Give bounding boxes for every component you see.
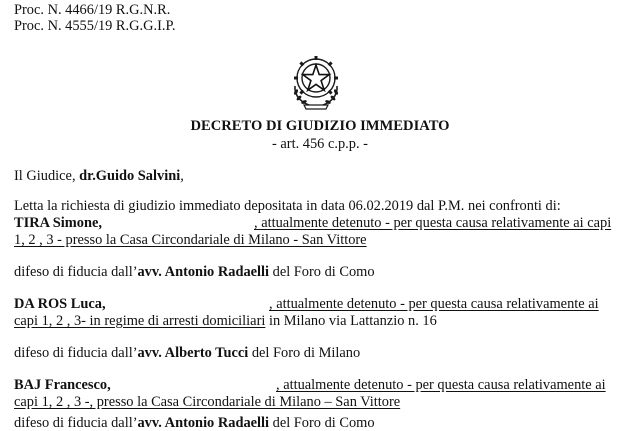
defendant-2-status-line-2: capi 1, 2 , 3- in regime di arresti domiciliari in Milano via Lattanzio n. 16 [14, 313, 437, 329]
proc-number-rgnr: Proc. N. 4466/19 R.G.N.R. [14, 2, 171, 18]
defendant-3-lawyer: avv. Antonio Radaelli [137, 415, 270, 431]
defendant-2-defense: difeso di fiducia dall’avv. Alberto Tucci del Foro di Milano [14, 345, 361, 361]
defendant-2-name: DA ROS Luca, [14, 296, 106, 312]
defendant-3-name: BAJ Francesco, [14, 377, 111, 393]
request-line: Letta la richiesta di giudizio immediato depositata in data 06.02.2019 dal P.M. nei confronti di: [14, 198, 561, 214]
defendant-3-defense: difeso di fiducia dall’avv. Antonio Radaelli del Foro di Como [14, 415, 375, 431]
defendant-3-status-line-1: , attualmente detenuto - per questa causa relativamente ai [276, 377, 606, 393]
proc-number-rggip: Proc. N. 4555/19 R.G.G.I.P. [14, 18, 176, 34]
defendant-1-defense: difeso di fiducia dall’avv. Antonio Radaelli del Foro di Como [14, 264, 375, 280]
defendant-1-status-line-1: , attualmente detenuto - per questa causa relativamente ai capi [254, 215, 612, 231]
clipped-bottom-line [0, 415, 640, 431]
defendant-3-status-line-2: capi 1, 2 , 3 -, presso la Casa Circondariale di Milano – San Vittore [14, 394, 401, 410]
italian-republic-emblem-icon [286, 52, 346, 110]
defendant-2-status-line-1: , attualmente detenuto - per questa causa relativamente ai [269, 296, 599, 312]
defendant-1-lawyer: avv. Antonio Radaelli [137, 264, 270, 280]
judge-name: dr.Guido Salvini [79, 168, 181, 184]
decree-title: DECRETO DI GIUDIZIO IMMEDIATO [190, 118, 450, 134]
defendant-2-lawyer: avv. Alberto Tucci [137, 345, 249, 361]
defendant-1-status-line-2: 1, 2 , 3 - presso la Casa Circondariale di Milano - San Vittore [14, 232, 367, 248]
decree-article: - art. 456 c.p.p. - [272, 136, 368, 152]
defendant-1-name: TIRA Simone, [14, 215, 102, 231]
judge-line: Il Giudice, dr.Guido Salvini, [14, 168, 184, 184]
